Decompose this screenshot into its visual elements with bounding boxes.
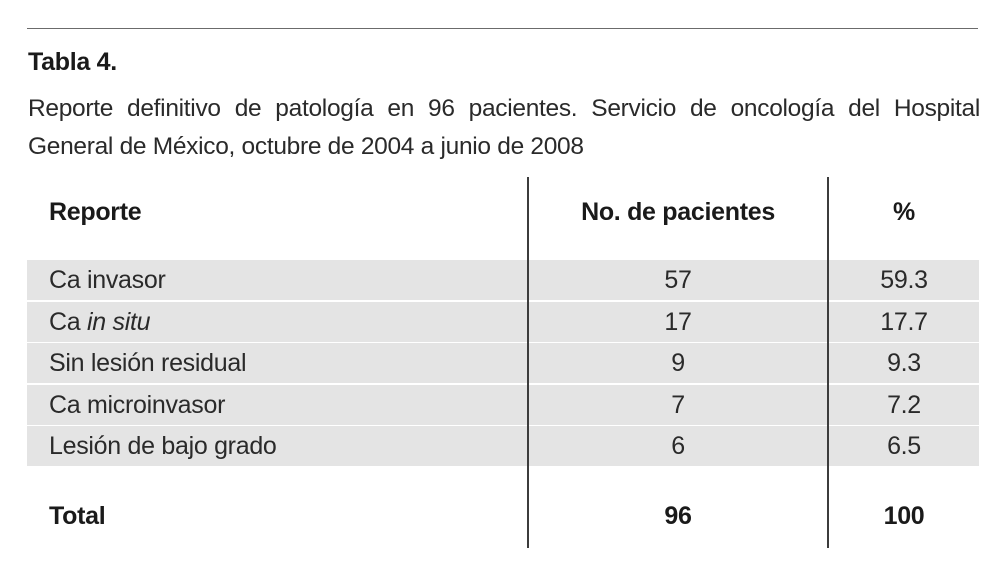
total-pacientes: 96 <box>664 502 692 530</box>
header-porcentaje: % <box>893 198 915 226</box>
cell-reporte-prefix: Ca <box>49 308 88 336</box>
cell-pacientes: 7 <box>671 391 685 419</box>
cell-pacientes: 57 <box>664 266 692 294</box>
cell-porcentaje: 59.3 <box>880 266 928 294</box>
cell-reporte-italic: in situ <box>87 308 151 336</box>
column-divider <box>527 177 529 548</box>
cell-reporte <box>49 303 150 341</box>
header-pacientes: No. de pacientes <box>581 198 775 226</box>
cell-porcentaje: 6.5 <box>887 432 921 460</box>
cell-pacientes: 6 <box>671 432 685 460</box>
total-label: Total <box>49 502 106 530</box>
cell-porcentaje: 7.2 <box>887 391 921 419</box>
cell-pacientes: 17 <box>664 308 692 336</box>
top-rule <box>27 28 978 29</box>
cell-porcentaje: 17.7 <box>880 308 928 336</box>
total-porcentaje: 100 <box>883 502 925 530</box>
cell-reporte: Sin lesión residual <box>49 349 247 377</box>
header-reporte: Reporte <box>49 198 142 226</box>
table-title: Tabla 4. <box>28 48 117 76</box>
column-divider <box>827 177 829 548</box>
table-caption: Reporte definitivo de patología en 96 pacientes. Servicio de oncología del Hospital General de México, octubre de 2004 a junio de 2008 <box>28 95 980 160</box>
cell-pacientes: 9 <box>671 349 685 377</box>
cell-reporte: Lesión de bajo grado <box>49 432 277 460</box>
cell-reporte: Ca microinvasor <box>49 391 226 419</box>
cell-porcentaje: 9.3 <box>887 349 921 377</box>
cell-reporte: Ca invasor <box>49 266 166 294</box>
